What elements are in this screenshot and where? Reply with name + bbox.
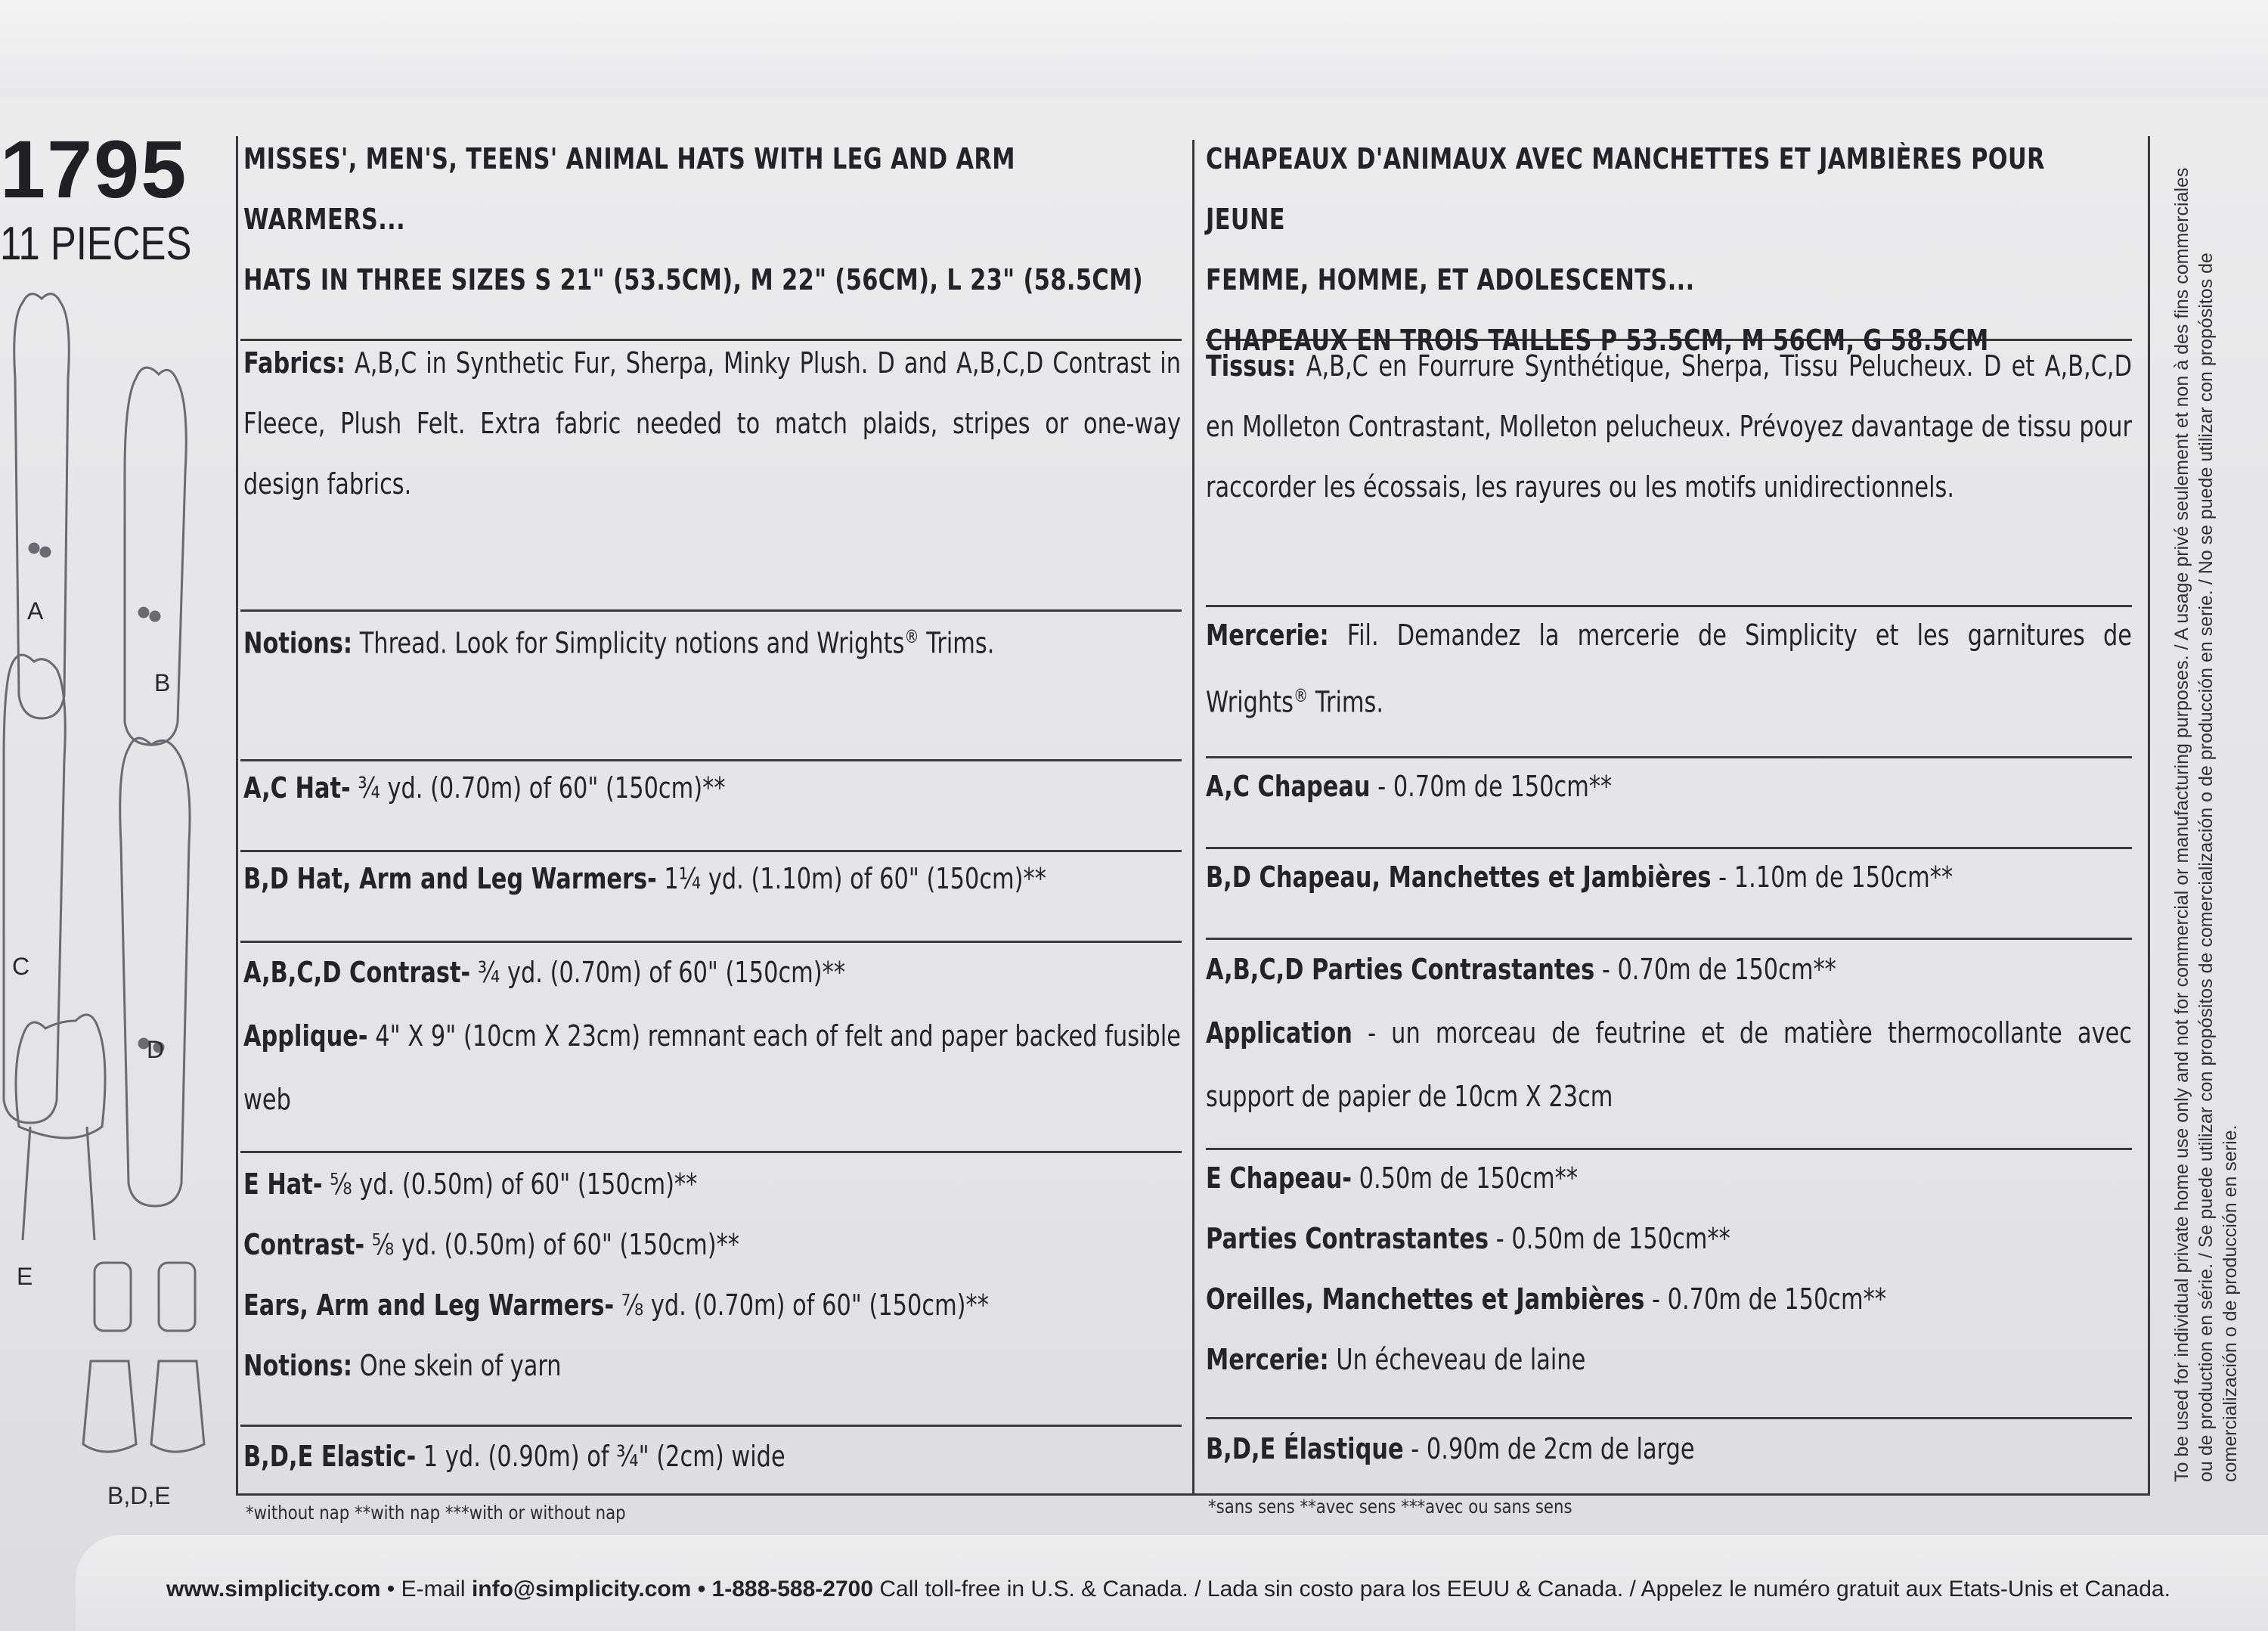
website-link: www.simplicity.com	[166, 1577, 381, 1602]
en-bd-hat	[243, 848, 1181, 909]
fr-oreilles-label: Oreilles, Manchettes et Jambières	[1206, 1282, 1645, 1316]
fr-elastique	[1206, 1419, 2132, 1479]
view-label-bde: B,D,E	[107, 1482, 171, 1509]
email-address: info@simplicity.com	[471, 1577, 692, 1602]
fr-ac-label: A,C Chapeau	[1206, 770, 1371, 803]
en-title	[243, 129, 1181, 310]
en-bd-label: B,D Hat, Arm and Leg Warmers-	[243, 862, 657, 895]
view-c-drawing	[4, 655, 65, 1123]
fr-application-label: Application	[1206, 1016, 1352, 1050]
fr-e	[1206, 1148, 2132, 1390]
view-e-drawing	[16, 1015, 105, 1138]
en-ac-hat	[243, 758, 1181, 818]
en-elastic-text: 1 yd. (0.90m) of ¾" (2cm) wide	[423, 1440, 785, 1473]
fr-tissus	[1206, 336, 2132, 517]
fr-abcd	[1206, 938, 2132, 1128]
en-fabrics-text: A,B,C in Synthetic Fur, Sherpa, Minky Plush. D and A,B,C,D Contrast in Fleece, Plush Felt. Extra fabric needed to match plaids, stripes or one-way design fabrics.	[243, 346, 1181, 501]
fr-title-line2: FEMME, HOMME, ET ADOLESCENTS...	[1206, 263, 1695, 296]
fr-mercerie-text: Fil. Demandez la mercerie de Simplicity et les garnitures de Wrights	[1206, 619, 2132, 719]
en-notions-text: Thread. Look for Simplicity notions and Wrights	[359, 626, 905, 660]
fr-e-text: 0.50m de 150cm**	[1359, 1161, 1579, 1195]
en-notions-label: Notions:	[243, 626, 353, 660]
en-ac-hat-text: ¾ yd. (0.70m) of 60" (150cm)**	[358, 771, 726, 805]
en-title-line2: HATS IN THREE SIZES S 21" (53.5CM), M 22" (56CM), L 23" (58.5CM)	[243, 263, 1144, 296]
fr-footnote: *sans sens **avec sens ***avec ou sans sens	[1208, 1496, 1572, 1518]
en-fabrics-label: Fabrics:	[243, 346, 345, 380]
fr-bd-label: B,D Chapeau, Manchettes et Jambières	[1206, 860, 1712, 894]
fr-title-line3: CHAPEAUX EN TROIS TAILLES P 53.5CM, M 56CM, G 58.5CM	[1206, 324, 1989, 357]
fr-parties-text: - 0.50m de 150cm**	[1495, 1222, 1730, 1255]
view-d-drawing	[120, 738, 190, 1206]
view-sketches-svg	[0, 287, 227, 1527]
fr-mercerie	[1206, 605, 2132, 733]
fr-title	[1206, 129, 2132, 371]
en-footnote: *without nap **with nap ***with or without nap	[246, 1502, 626, 1524]
view-label-d: D	[147, 1036, 165, 1063]
fr-application-text: - un morceau de feutrine et de matière thermocollante avec support de papier de 10cm X 23cm	[1206, 1016, 2132, 1113]
view-label-e: E	[17, 1263, 33, 1290]
en-abcd-label: A,B,C,D Contrast-	[243, 956, 471, 989]
en-bd-text: 1¼ yd. (1.10m) of 60" (150cm)**	[664, 862, 1046, 895]
fr-e-label: E Chapeau-	[1206, 1161, 1352, 1195]
fr-tissus-text: A,B,C en Fourrure Synthétique, Sherpa, Tissu Pelucheux. D et A,B,C,D en Molleton Contrastant, Molleton pelucheux. Prévoyez davantage de tissu pour raccorder les écossais, les rayures ou les motifs unidirectionnels.	[1206, 349, 2132, 504]
fr-parties-label: Parties Contrastantes	[1206, 1222, 1489, 1255]
en-ac-hat-label: A,C Hat-	[243, 771, 351, 805]
fr-mercerie2-label: Mercerie:	[1206, 1343, 1329, 1376]
en-contrast-label: Contrast-	[243, 1228, 365, 1261]
view-sketches	[0, 287, 227, 1527]
rule-en-6	[240, 1151, 1182, 1153]
paper-crease	[0, 0, 2268, 98]
pieces-count: 11 PIECES	[0, 218, 192, 270]
view-label-a: A	[27, 597, 44, 625]
fr-bd-text: - 1.10m de 150cm**	[1718, 860, 1954, 894]
email-label: • E-mail	[386, 1577, 466, 1602]
en-ears-label: Ears, Arm and Leg Warmers-	[243, 1288, 615, 1322]
fr-elastique-label: B,D,E Élastique	[1206, 1432, 1404, 1465]
en-contrast-text: ⅝ yd. (0.50m) of 60" (150cm)**	[371, 1228, 739, 1261]
fr-abcd-label: A,B,C,D Parties Contrastantes	[1206, 953, 1595, 986]
usage-disclaimer: To be used for individual private home use only and not for commercial or manufacturing purposes. / A usage privé seulement et non à des fins commerciales ou de production en série. / Se puede utilizar con propósitos de comercialización o de producción en serie. / No se puede utilizar con propósitos de comercialización o de producción en serie.	[2171, 167, 2241, 1482]
en-notions2-label: Notions:	[243, 1349, 353, 1382]
en-elastic-label: B,D,E Elastic-	[243, 1440, 417, 1473]
registered-mark: ®	[904, 626, 919, 647]
en-e-hat	[243, 1154, 1181, 1396]
fr-ac	[1206, 756, 2132, 817]
view-label-c: C	[12, 953, 30, 980]
en-applique-text: 4" X 9" (10cm X 23cm) remnant each of felt and paper backed fusible web	[243, 1019, 1181, 1116]
registered-mark-fr: ®	[1293, 685, 1309, 706]
phone-number: • 1-888-588-2700	[697, 1577, 874, 1602]
fr-tissus-label: Tissus:	[1206, 349, 1297, 383]
column-divider	[1192, 140, 1194, 1493]
tollfree-text: Call toll-free in U.S. & Canada. / Lada sin costo para los EEUU & Canada. / Appelez le numéro gratuit aux Etats-Unis et Canada.	[879, 1577, 2170, 1602]
view-label-b: B	[154, 669, 171, 696]
fr-title-line1: CHAPEAUX D'ANIMAUX AVEC MANCHETTES ET JAMBIÈRES POUR JEUNE	[1206, 142, 2045, 236]
pattern-number: 1795	[0, 123, 188, 215]
fr-bd	[1206, 847, 2132, 907]
en-e-hat-label: E Hat-	[243, 1167, 323, 1201]
en-abcd	[243, 941, 1181, 1131]
fr-mercerie-label: Mercerie:	[1206, 619, 1329, 652]
en-applique-label: Applique-	[243, 1019, 368, 1053]
en-notions-trims: Trims.	[926, 626, 995, 660]
en-fabrics	[243, 333, 1181, 514]
en-title-line1: MISSES', MEN'S, TEENS' ANIMAL HATS WITH LEG AND ARM WARMERS...	[243, 142, 1015, 236]
fr-mercerie2-text: Un écheveau de laine	[1336, 1343, 1586, 1376]
en-elastic	[243, 1426, 1181, 1487]
fr-mercerie-trims: Trims.	[1315, 685, 1383, 719]
en-notions2-text: One skein of yarn	[359, 1349, 562, 1382]
en-abcd-text: ¾ yd. (0.70m) of 60" (150cm)**	[477, 956, 846, 989]
fr-ac-text: - 0.70m de 150cm**	[1377, 770, 1613, 803]
contact-footer	[166, 1577, 2170, 1602]
en-e-hat-text: ⅝ yd. (0.50m) of 60" (150cm)**	[330, 1167, 698, 1201]
fr-oreilles-text: - 0.70m de 150cm**	[1652, 1282, 1887, 1316]
en-notions	[243, 606, 1181, 674]
en-ears-text: ⅞ yd. (0.70m) of 60" (150cm)**	[621, 1288, 989, 1322]
fr-abcd-text: - 0.70m de 150cm**	[1601, 953, 1836, 986]
fr-elastique-text: - 0.90m de 2cm de large	[1411, 1432, 1695, 1465]
